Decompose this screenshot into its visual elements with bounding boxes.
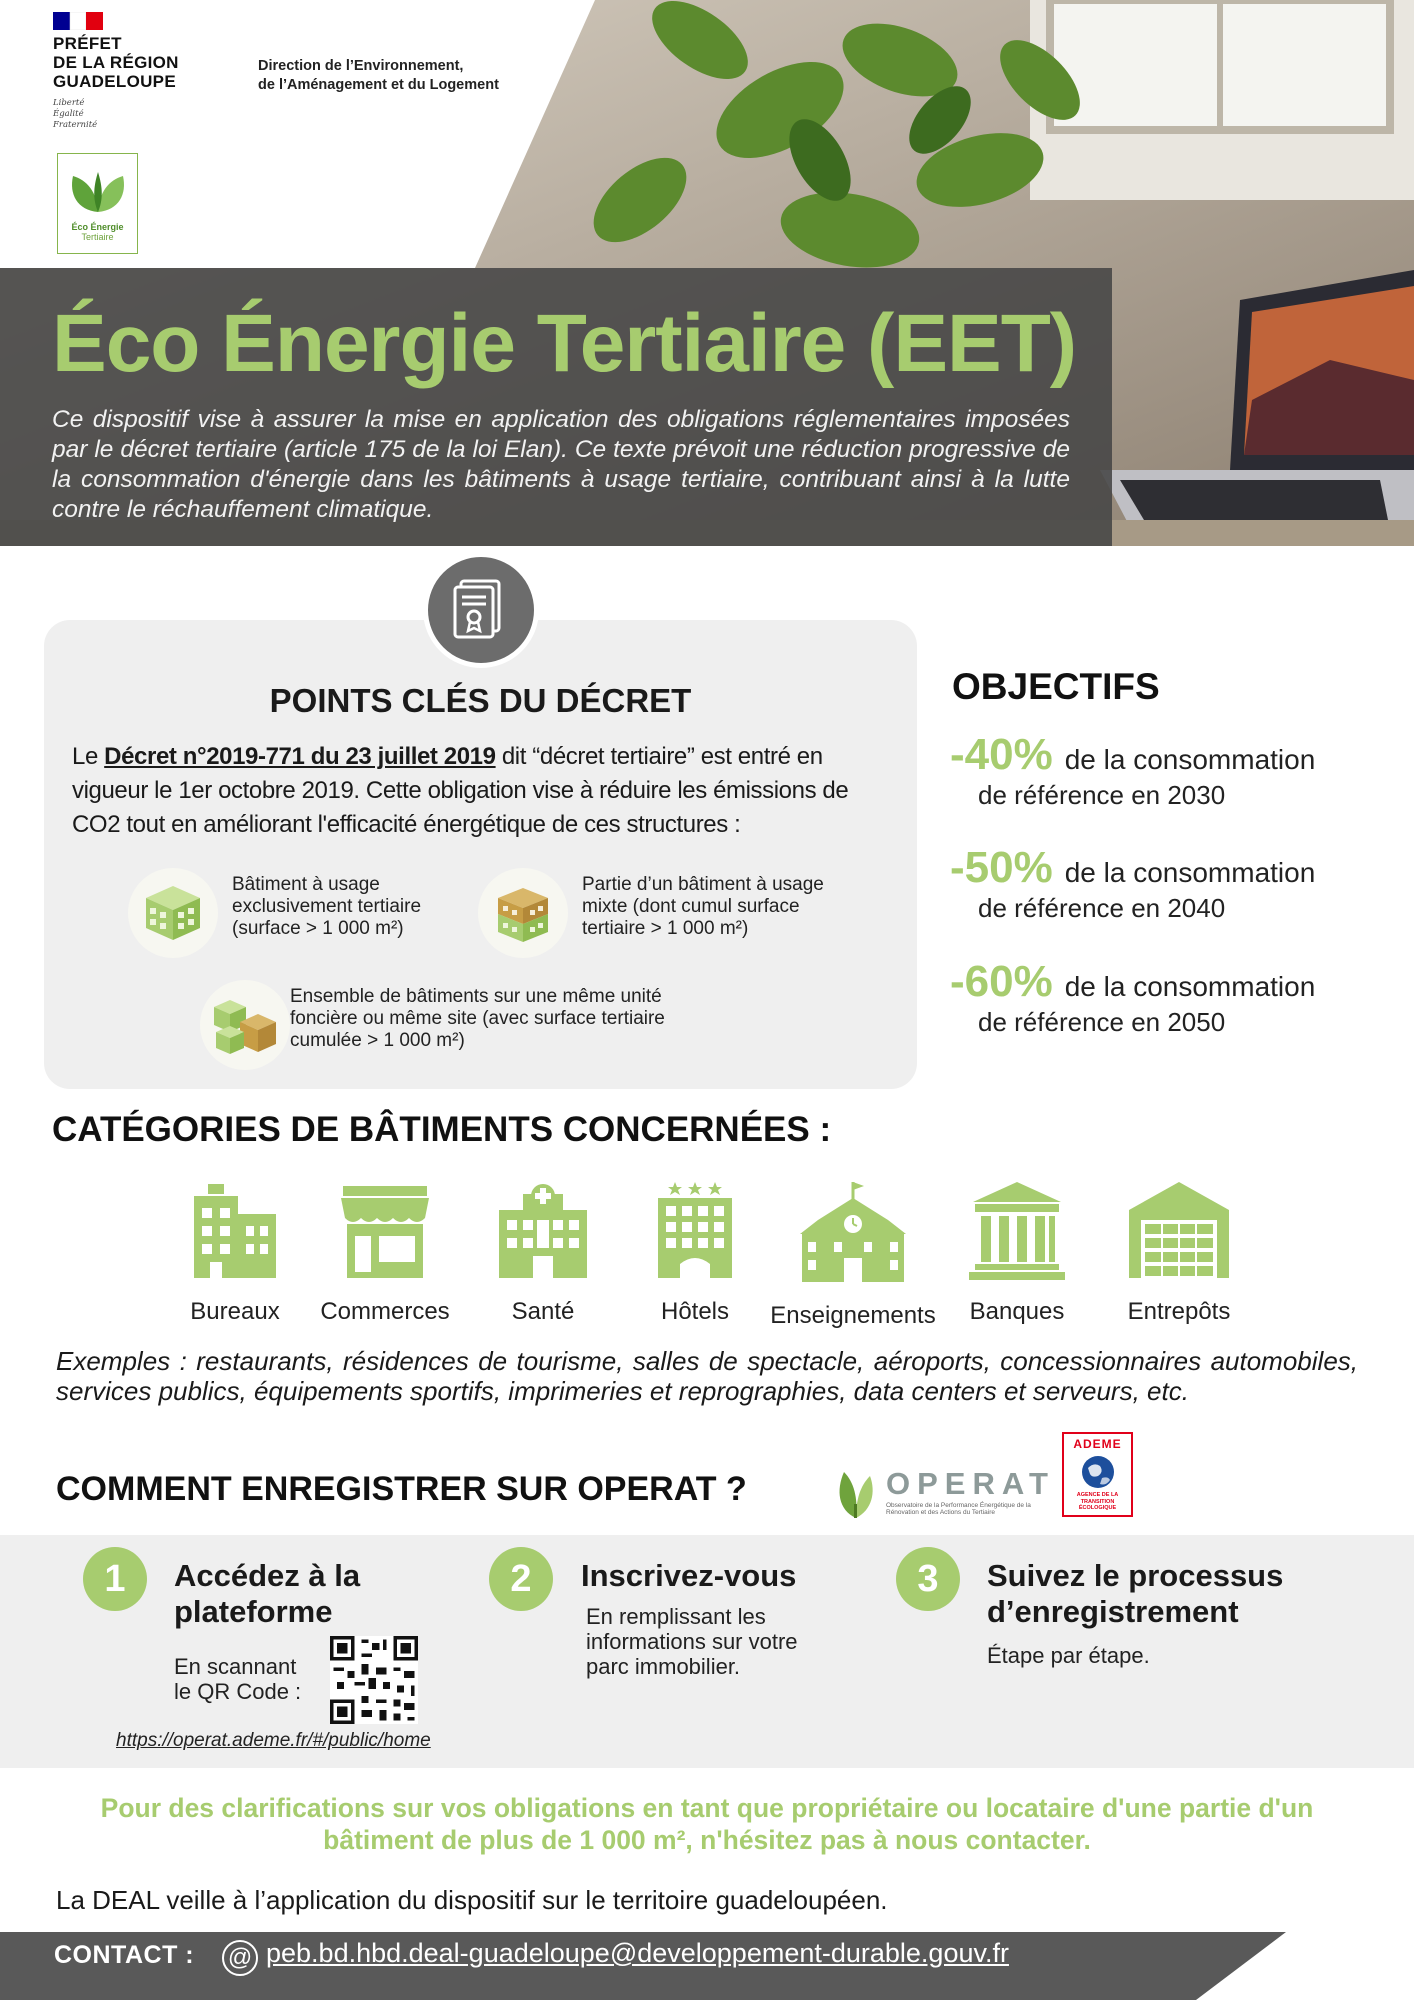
step-number-1: 1 — [83, 1547, 147, 1611]
step-number-3: 3 — [896, 1547, 960, 1611]
category-item: Enseignements — [768, 1180, 938, 1330]
contact-label: CONTACT : — [54, 1941, 195, 1969]
republic-motto: Liberté Égalité Fraternité — [53, 98, 98, 130]
objective-percent: -60% — [950, 957, 1053, 1006]
bank-icon — [969, 1180, 1065, 1280]
objective-percent: -50% — [950, 843, 1053, 892]
intro-text: Ce dispositif vise à assurer la mise en application des obligations réglementaires imposées par le décret tertiaire (article 175 de la loi Elan). Ce texte prévoit une réduction progressive de la consommation d'énergie dans les bâtiments à usage tertiaire, contribuant ainsi à la lutte contre le réchauffement climatique. — [52, 406, 1070, 523]
decree-document-icon — [423, 552, 539, 668]
step-description: Étape par étape. — [987, 1643, 1150, 1668]
step-title: Accédez à la plateforme — [174, 1558, 361, 1629]
clarification-text: Pour des clarifications sur vos obligations en tant que propriétaire ou locataire d'une partie d'un bâtiment de plus de 1 000 m², n'hésitez pas à nous contacter. — [100, 1793, 1314, 1855]
categories-title: CATÉGORIES DE BÂTIMENTS CONCERNÉES : — [52, 1110, 832, 1149]
objective-percent: -40% — [950, 730, 1053, 779]
category-item: Banques — [932, 1180, 1102, 1326]
objectives-title: OBJECTIFS — [952, 666, 1160, 707]
operat-link[interactable]: https://operat.ademe.fr/#/public/home — [116, 1730, 431, 1751]
criterion-item: Ensemble de bâtiments sur une même unité foncière ou même site (avec surface tertiaire cumulée > 1 000 m²) — [200, 980, 730, 1070]
qr-code-icon[interactable] — [330, 1636, 418, 1724]
building-icon — [128, 868, 218, 958]
page-title: Éco Énergie Tertiaire (EET) — [52, 298, 1077, 389]
hotel-icon — [650, 1180, 740, 1280]
step-title: Suivez le processus d’enregistrement — [987, 1558, 1284, 1629]
category-item: Santé — [458, 1180, 628, 1326]
mixed-building-icon — [478, 868, 568, 958]
objective-item: -60% de la consommation de référence en 2050 — [950, 957, 1316, 1037]
hospital-icon — [495, 1180, 591, 1280]
ademe-logo: ADEME AGENCE DE LA TRANSITION ÉCOLOGIQUE — [1062, 1432, 1133, 1517]
operat-leaf-icon — [832, 1464, 880, 1520]
objective-item: -50% de la consommation de référence en 2040 — [950, 843, 1316, 923]
marianne-flag-icon — [53, 12, 103, 30]
category-item: Bureaux — [150, 1180, 320, 1326]
prefet-title: PRÉFET DE LA RÉGION GUADELOUPE — [53, 34, 179, 91]
category-item: Commerces — [300, 1180, 470, 1326]
category-examples: Exemples : restaurants, résidences de tourisme, salles de spectacle, aéroports, concessionnaires automobiles, services publics, équipements sportifs, imprimeries et reprographies, data centers et serveurs, etc. — [56, 1346, 1358, 1406]
criterion-item: Bâtiment à usage exclusivement tertiaire (surface > 1 000 m²) — [128, 868, 462, 958]
criterion-item: Partie d’un bâtiment à usage mixte (dont cumul surface tertiaire > 1 000 m²) — [478, 868, 852, 958]
building-group-icon — [200, 980, 290, 1070]
step-number-2: 2 — [489, 1547, 553, 1611]
dreal-title: Direction de l’Environnement, de l’Aménagement et du Logement — [258, 58, 499, 93]
objective-item: -40% de la consommation de référence en 2030 — [950, 730, 1316, 810]
operat-title: COMMENT ENREGISTRER SUR OPERAT ? — [56, 1470, 747, 1508]
warehouse-icon — [1127, 1180, 1231, 1280]
key-points-body: Le Décret n°2019-771 du 23 juillet 2019 dit “décret tertiaire” est entré en vigueur le 1er octobre 2019. Cette obligation vise à réduire les émissions de CO2 tout en améliorant l'efficacité énergétique de ces structures : — [72, 743, 849, 838]
email-icon: @ — [222, 1940, 258, 1976]
shop-icon — [337, 1180, 433, 1280]
category-item: Hôtels — [610, 1180, 780, 1326]
deal-note: La DEAL veille à l’application du dispositif sur le territoire guadeloupéen. — [56, 1885, 888, 1915]
eco-energie-logo: Éco Énergie Tertiaire — [57, 153, 138, 254]
decree-reference: Décret n°2019-771 du 23 juillet 2019 — [104, 743, 496, 770]
office-icon — [190, 1180, 280, 1280]
operat-logo: OPERAT Observatoire de la Performance Énergétique de la Rénovation et des Actions du Tertiaire — [832, 1462, 1042, 1522]
school-icon — [798, 1180, 908, 1284]
step-title: Inscrivez-vous — [581, 1558, 797, 1593]
contact-email-link[interactable]: peb.bd.hbd.deal-guadeloupe@developpement-durable.gouv.fr — [266, 1938, 1009, 1968]
leaf-icon — [59, 160, 137, 226]
key-points-title: POINTS CLÉS DU DÉCRET — [269, 682, 692, 719]
category-item: Entrepôts — [1094, 1180, 1264, 1326]
step-description: En scannant le QR Code : — [174, 1654, 302, 1704]
step-description: En remplissant les informations sur votre parc immobilier. — [586, 1604, 798, 1679]
globe-icon — [1080, 1454, 1116, 1490]
